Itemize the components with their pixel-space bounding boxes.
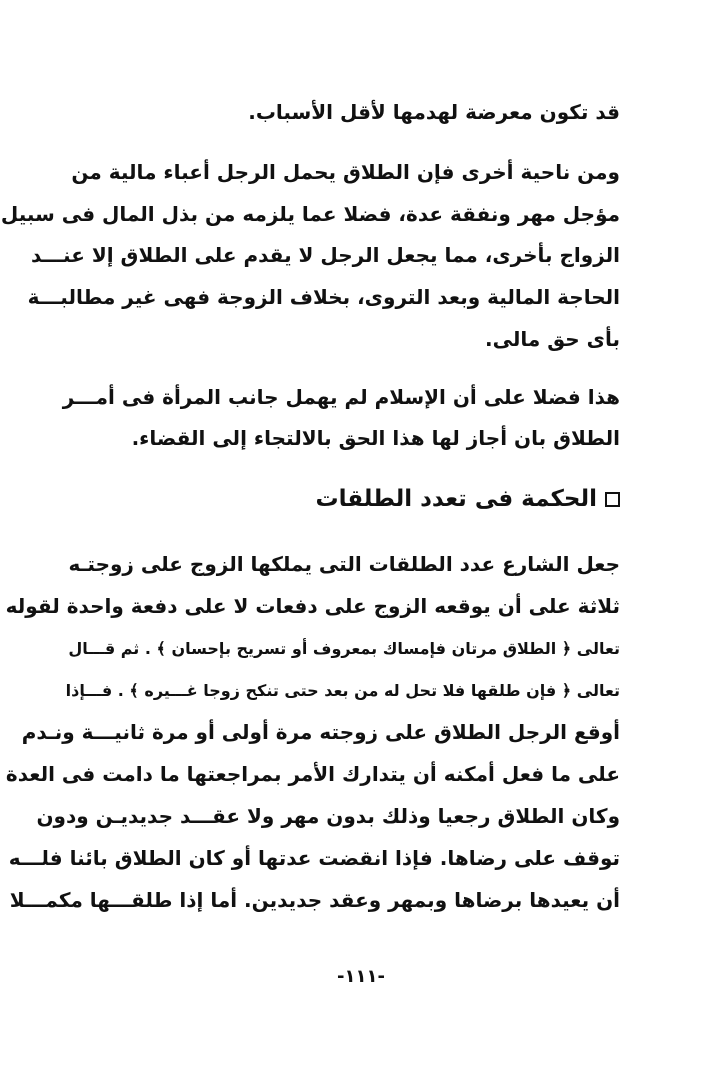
- paragraph4-line-9: أن يعيدها برضاها وبمهر وعقد جديدين. أما إذا طلقـــها مكمـــلا: [9, 888, 620, 912]
- paragraph4-line-6: على ما فعل أمكنه أن يتدارك الأمر بمراجعتها ما دامت فى العدة: [5, 762, 620, 786]
- paragraph4-line-3: تعالى ﴿ الطلاق مرتان فإمساك بمعروف أو تسريح بإحسان ﴾ . ثم قـــال: [68, 639, 620, 658]
- paragraph4-line-7: وكان الطلاق رجعيا وذلك بدون مهر ولا عقـــد جديديـن ودون: [36, 804, 620, 828]
- paragraph3-line-2: الطلاق بان أجاز لها هذا الحق بالالتجاء إلى القضاء.: [131, 426, 620, 450]
- paragraph4-line-4: تعالى ﴿ فإن طلقها فلا تحل له من بعد حتى تنكح زوجا غـــيره ﴾ . فـــإذا: [65, 681, 620, 700]
- page-number: -١١١-: [337, 966, 385, 987]
- paragraph2-line-5: بأى حق مالى.: [485, 327, 620, 351]
- paragraph2-line-4: الحاجة المالية وبعد التروى، بخلاف الزوجة فهى غير مطالبـــة: [27, 285, 620, 309]
- paragraph3-line-1: هذا فضلا على أن الإسلام لم يهمل جانب المرأة فى أمـــر: [62, 385, 620, 409]
- paragraph4-line-2: ثلاثة على أن يوقعه الزوج على دفعات لا على دفعة واحدة لقوله: [5, 594, 620, 618]
- paragraph4-line-1: جعل الشارع عدد الطلقات التى يملكها الزوج على زوجتـه: [68, 552, 620, 576]
- paragraph2-line-3: الزواج بأخرى، مما يجعل الرجل لا يقدم على الطلاق إلا عنـــد: [31, 243, 620, 267]
- paragraph4-line-5: أوقع الرجل الطلاق على زوجته مرة أولى أو مرة ثانيـــة ونـدم: [21, 720, 620, 744]
- paragraph1-line-1: قد تكون معرضة لهدمها لأقل الأسباب.: [248, 100, 620, 124]
- paragraph2-line-2: مؤجل مهر ونفقة عدة، فضلا عما يلزمه من بذل المال فى سبيل: [0, 202, 620, 226]
- heading-text: الحكمة فى تعدد الطلقات: [315, 486, 597, 512]
- paragraph4-line-8: توقف على رضاها. فإذا انقضت عدتها أو كان الطلاق بائنا فلـــه: [8, 846, 620, 870]
- square-bullet-icon: [605, 492, 620, 507]
- section-heading: [102, 484, 620, 514]
- paragraph2-line-1: ومن ناحية أخرى فإن الطلاق يحمل الرجل أعباء مالية من: [71, 160, 620, 184]
